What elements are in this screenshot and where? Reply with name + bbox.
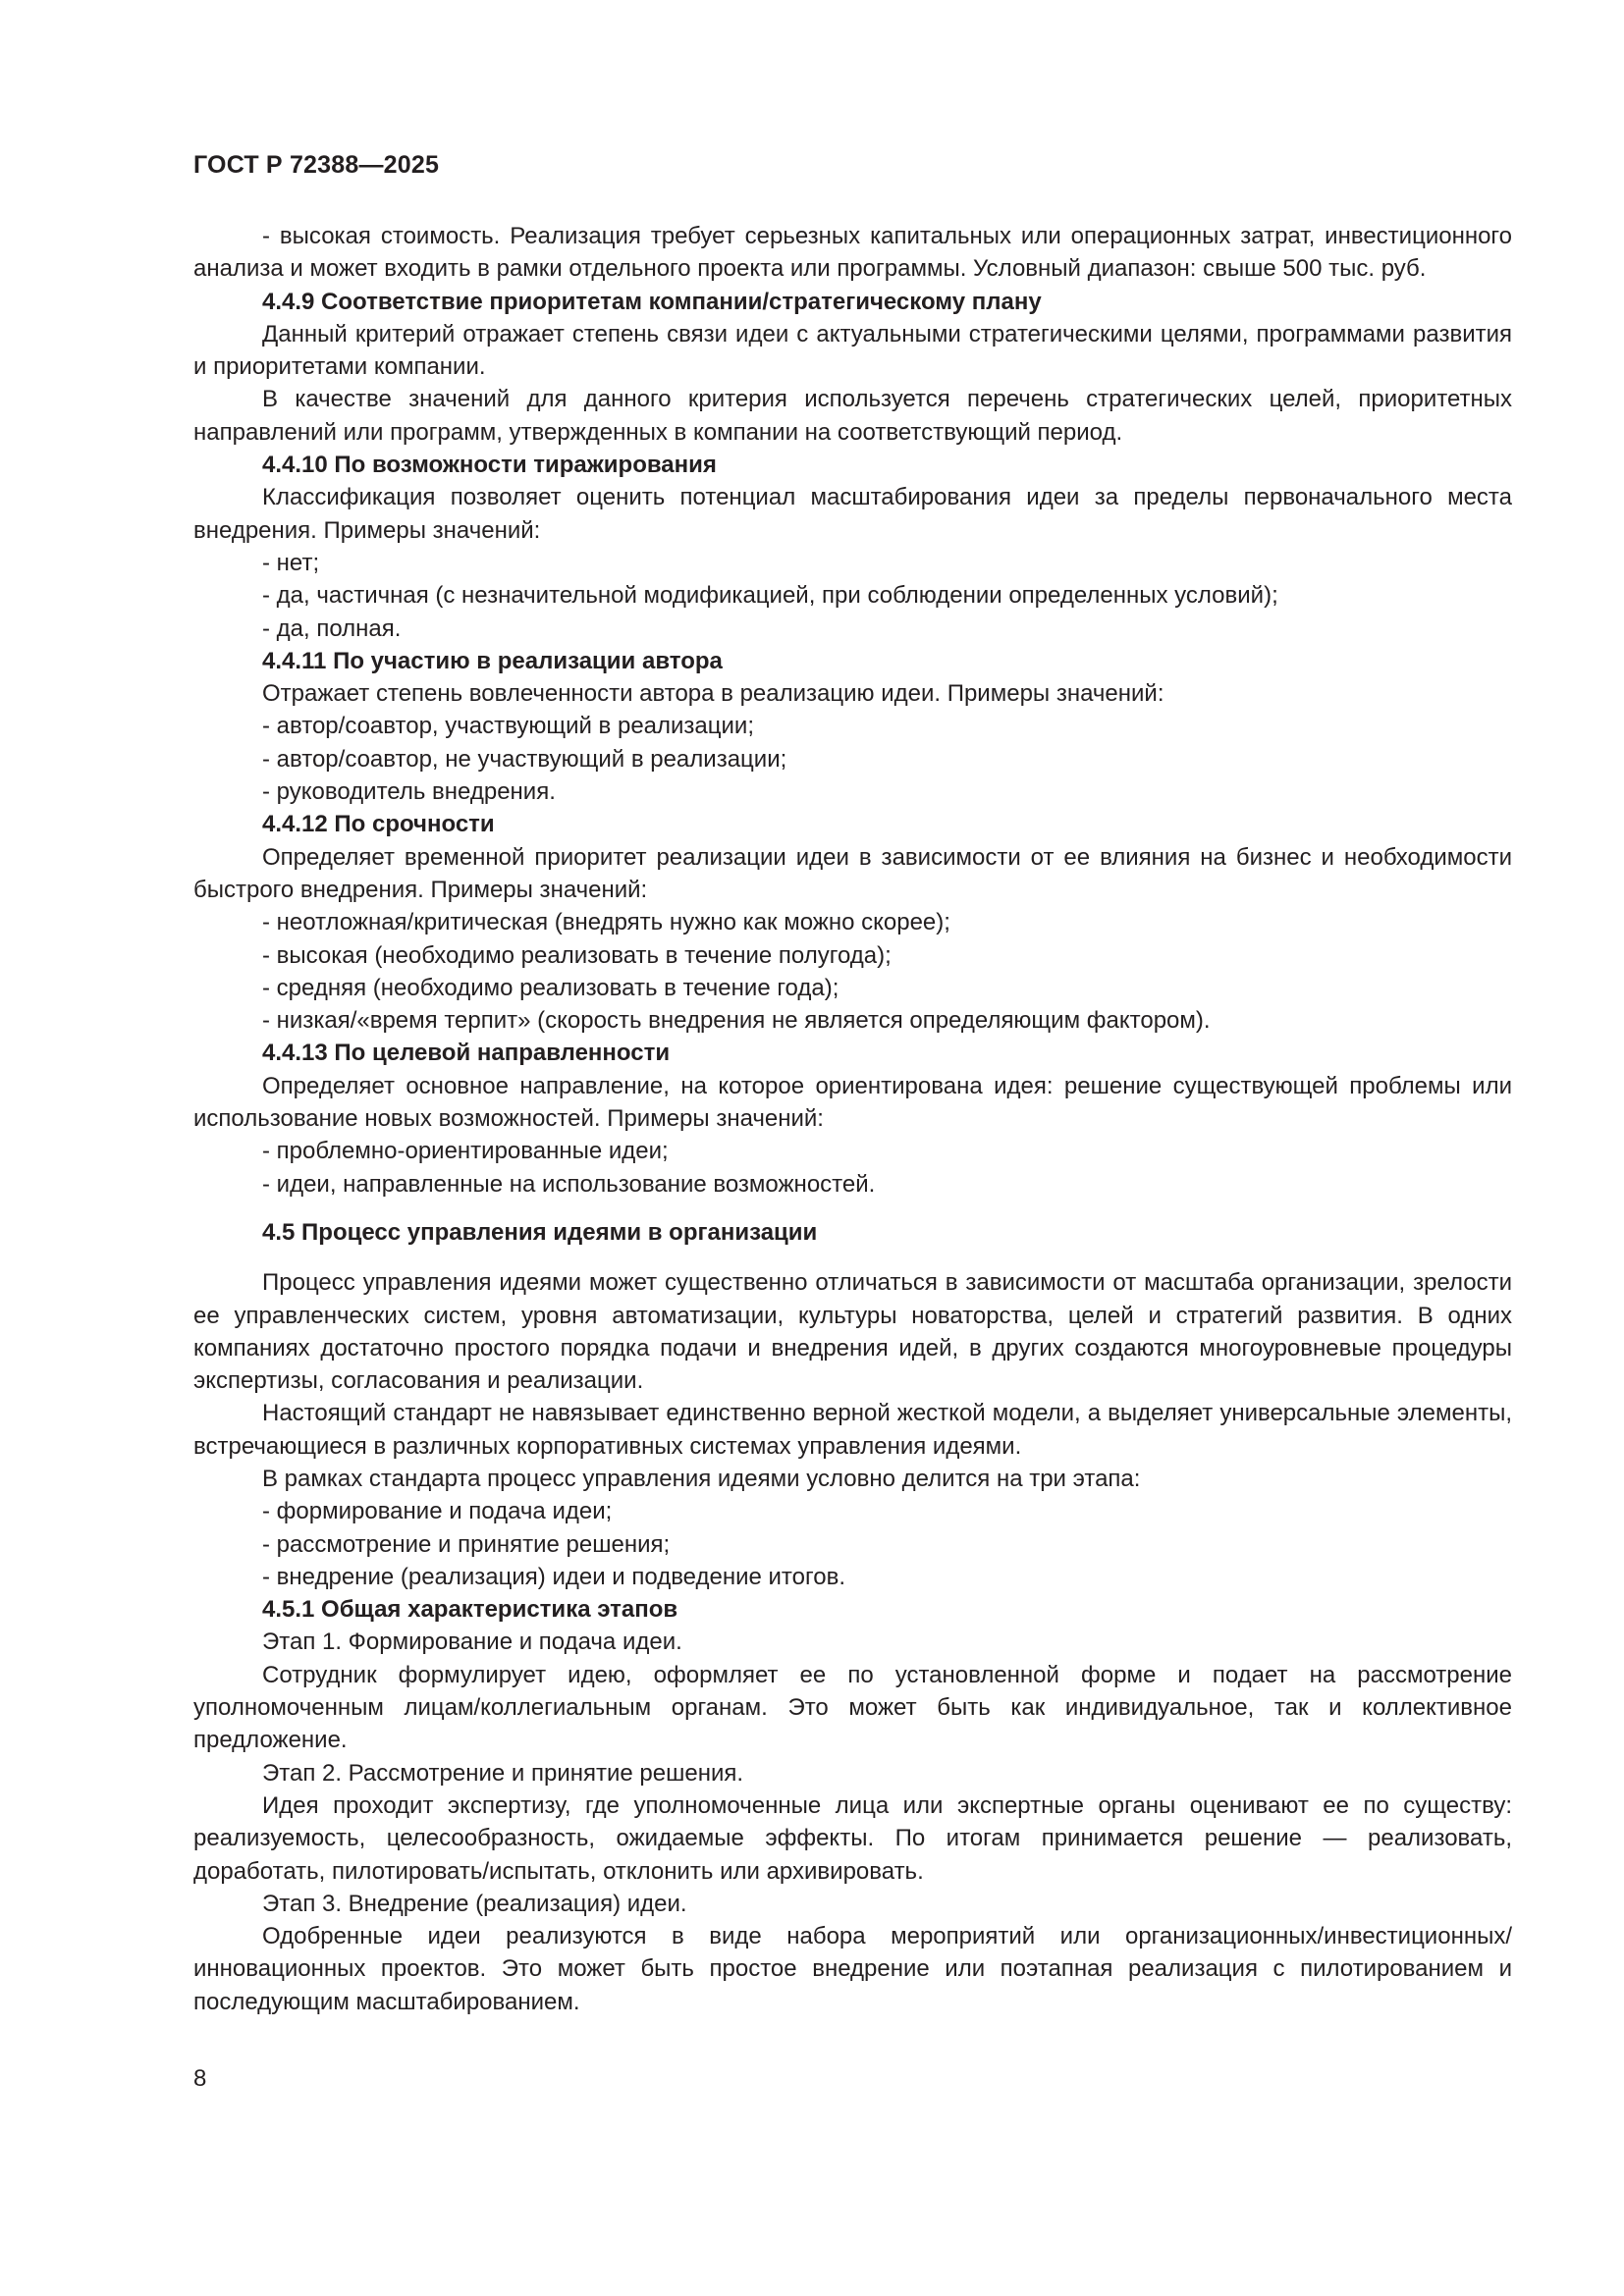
list-item: - автор/соавтор, не участвующий в реализации; (262, 745, 787, 773)
paragraph: Одобренные идеи реализуются в виде набора мероприятий или организационных/инвестиционных/инновационных проектов. Это может быть простое внедрение или поэтапная реализация с пилотированием и последующим масштабированием. (193, 1923, 1512, 2015)
list-item: - высокая (необходимо реализовать в течение полугода); (262, 941, 892, 969)
list-item: - проблемно-ориентированные идеи; (262, 1138, 669, 1165)
paragraph: Идея проходит экспертизу, где уполномоченные лица или экспертные органы оценивают ее по существу: реализуемость, целесообразность, ожидаемые эффекты. По итогам принимается решение — реализовать, доработать, пилотировать/испытать, отклонить или архивировать. (193, 1791, 1512, 1885)
list-item: - руководитель внедрения. (262, 778, 556, 806)
list-item: - внедрение (реализация) идеи и подведение итогов. (262, 1563, 845, 1590)
section-heading-4-5-1: 4.5.1 Общая характеристика этапов (262, 1596, 678, 1624)
list-item: - нет; (262, 549, 320, 576)
list-item: - низкая/«время терпит» (скорость внедрения не является определяющим фактором). (262, 1007, 1211, 1035)
paragraph: Данный критерий отражает степень связи идеи с актуальными стратегическими целями, программами развития и приоритетами компании. (193, 320, 1512, 381)
paragraph: Отражает степень вовлеченности автора в реализацию идеи. Примеры значений: (262, 680, 1164, 708)
section-heading-4-4-10: 4.4.10 По возможности тиражирования (262, 452, 717, 479)
list-item: - неотложная/критическая (внедрять нужно как можно скорее); (262, 909, 950, 936)
list-item: - рассмотрение и принятие решения; (262, 1530, 671, 1558)
document-body (193, 220, 1512, 2018)
list-item: - идеи, направленные на использование возможностей. (262, 1170, 876, 1198)
section-heading-4-4-13: 4.4.13 По целевой направленности (262, 1040, 671, 1067)
list-item: - средняя (необходимо реализовать в течение года); (262, 974, 839, 1001)
paragraph: Настоящий стандарт не навязывает единственно верной жесткой модели, а выделяет универсальные элементы, встречающиеся в различных корпоративных системах управления идеями. (193, 1400, 1512, 1460)
list-item: - да, полная. (262, 614, 402, 642)
paragraph: В рамках стандарта процесс управления идеями условно делится на три этапа: (262, 1465, 1141, 1492)
section-heading-4-4-12: 4.4.12 По срочности (262, 811, 495, 838)
paragraph: Классификация позволяет оценить потенциал масштабирования идеи за пределы первоначального места внедрения. Примеры значений: (193, 484, 1512, 544)
stage-label: Этап 3. Внедрение (реализация) идеи. (262, 1890, 687, 1917)
section-heading-4-4-9: 4.4.9 Соответствие приоритетам компании/стратегическому плану (262, 288, 1042, 315)
paragraph: Процесс управления идеями может существенно отличаться в зависимости от масштаба организации, зрелости ее управленческих систем, уровня автоматизации, культуры новаторства, целей и стратегий развития. В одних компаниях достаточно простого порядка подачи и внедрения идей, в других создаются многоуровневые процедуры экспертизы, согласования и реализации. (193, 1269, 1512, 1395)
list-item: - автор/соавтор, участвующий в реализации; (262, 713, 754, 740)
paragraph: Определяет временной приоритет реализации идеи в зависимости от ее влияния на бизнес и необходимости быстрого внедрения. Примеры значений: (193, 843, 1512, 903)
paragraph: В качестве значений для данного критерия используется перечень стратегических целей, приоритетных направлений или программ, утвержденных в компании на соответствующий период. (193, 386, 1512, 446)
list-item: - да, частичная (с незначительной модификацией, при соблюдении определенных условий); (262, 582, 1278, 610)
list-item: - формирование и подача идеи; (262, 1498, 613, 1525)
stage-label: Этап 2. Рассмотрение и принятие решения. (262, 1759, 744, 1787)
document-page (193, 0, 1512, 2296)
page-number: 8 (193, 2065, 207, 2092)
paragraph: Определяет основное направление, на которое ориентирована идея: решение существующей проблемы или использование новых возможностей. Примеры значений: (193, 1072, 1512, 1133)
section-heading-4-4-11: 4.4.11 По участию в реализации автора (262, 647, 723, 674)
stage-label: Этап 1. Формирование и подача идеи. (262, 1629, 682, 1656)
section-heading-4-5: 4.5 Процесс управления идеями в организации (262, 1218, 818, 1246)
paragraph: Сотрудник формулирует идею, оформляет ее по установленной форме и подает на рассмотрение уполномоченным лицам/коллегиальным органам. Это может быть как индивидуальное, так и коллективное предложение. (193, 1661, 1512, 1754)
document-header-id: ГОСТ Р 72388—2025 (193, 151, 440, 179)
paragraph: - высокая стоимость. Реализация требует серьезных капитальных или операционных затрат, инвестиционного анализа и может входить в рамки отдельного проекта или программы. Условный диапазон: свыше 500 тыс. руб. (193, 223, 1512, 283)
